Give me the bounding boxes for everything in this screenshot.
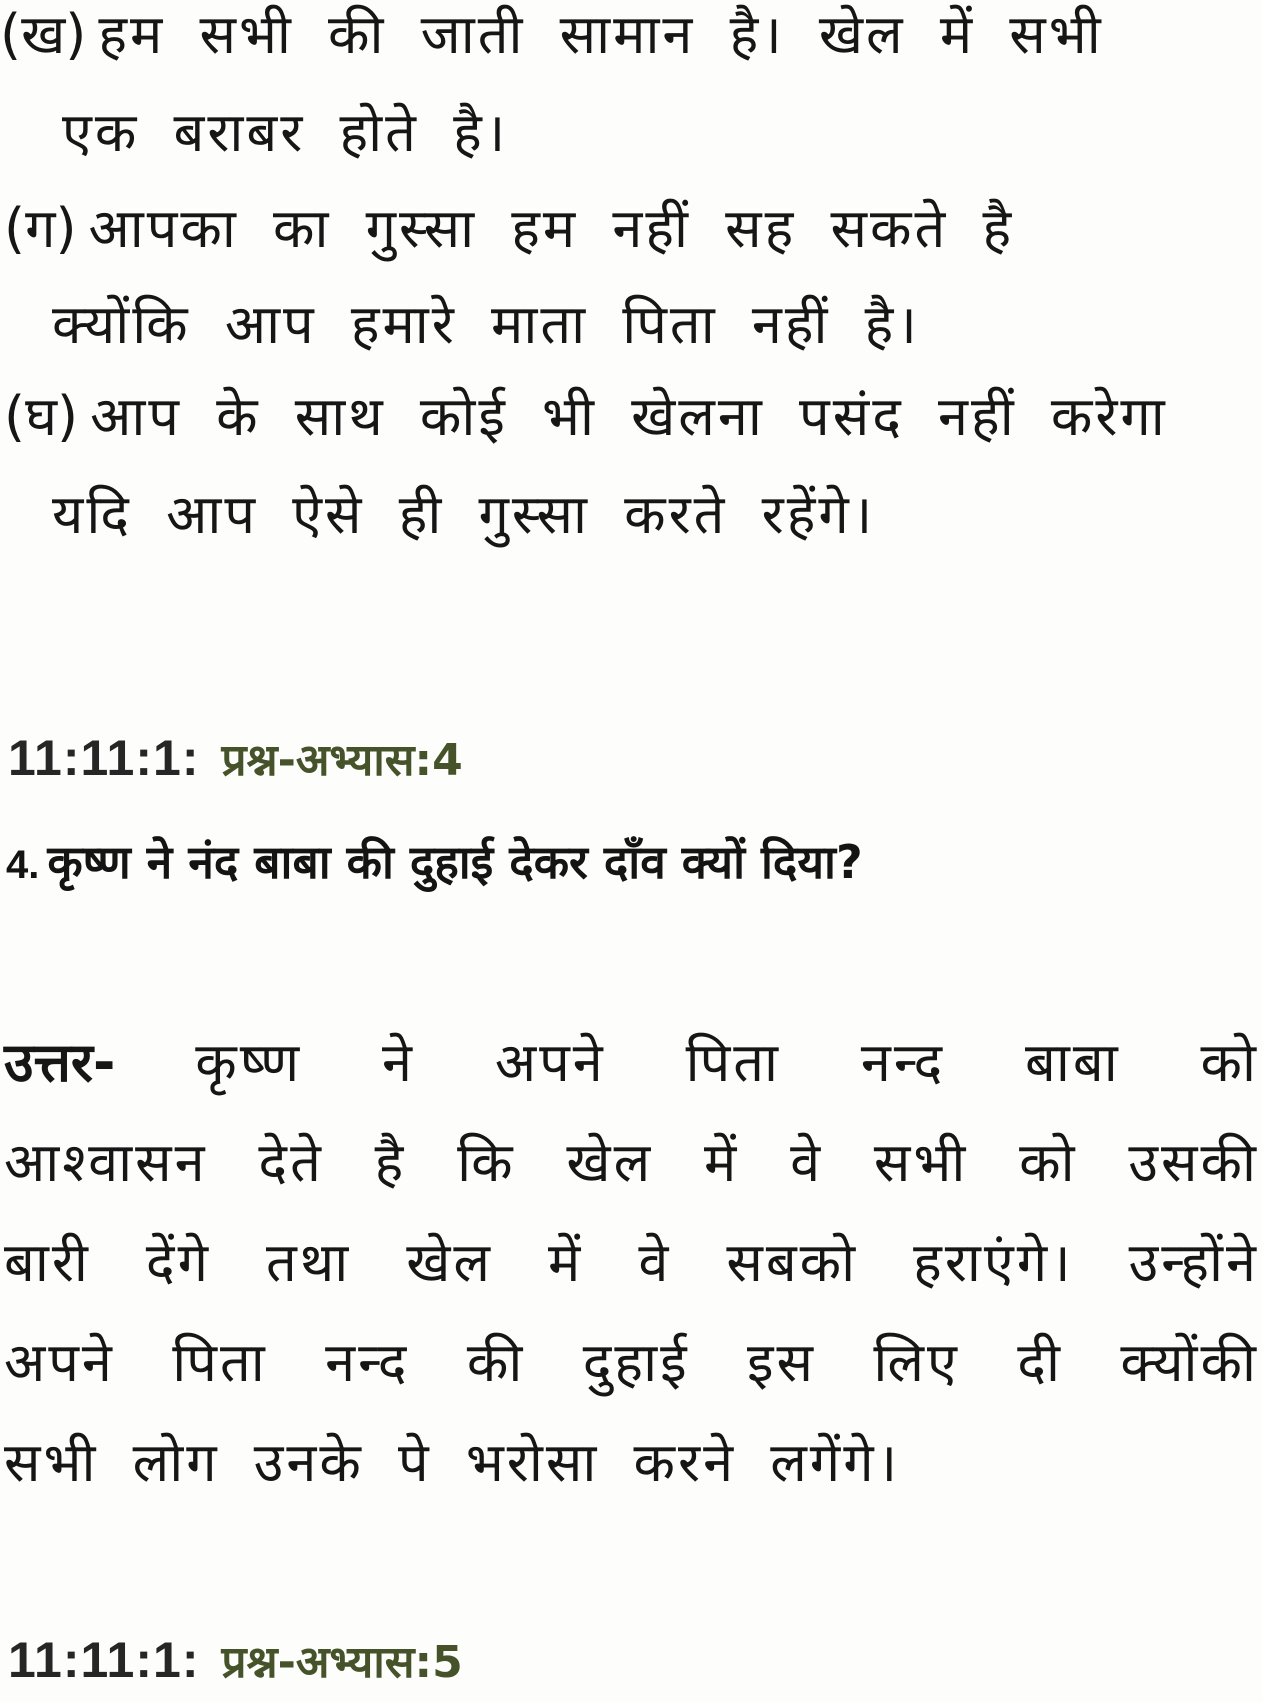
option-kha-line2: एक बराबर होते है। [62,101,509,164]
option-gha-line1 [4,384,1168,450]
answer-line2: आश्वासन देते है कि खेल में वे सभी को उसकी [4,1131,1259,1194]
option-ga-text: आपका का गुस्सा हम नहीं सह सकते है [88,197,1015,260]
answer-label: उत्तर- [4,1031,116,1094]
option-ga-line2: क्योंकि आप हमारे माता पिता नहीं है। [52,293,920,356]
section-code: 11:11:1: [8,730,200,786]
answer-text-1: कृष्ण ने अपने पिता नन्द बाबा को [195,1031,1259,1094]
answer-line5: सभी लोग उनके पे भरोसा करने लगेंगे। [4,1431,901,1494]
section-heading-4 [8,728,463,791]
option-gha-marker: (घ) [4,385,79,448]
section-heading-5 [8,1630,463,1693]
option-kha-marker: (ख) [0,3,87,66]
answer-line1 [4,1030,1259,1096]
section-topic: प्रश्न-अभ्यास:5 [221,1637,463,1688]
option-gha-text: आप के साथ कोई भी खेलना पसंद नहीं करेगा [90,385,1168,448]
option-ga-marker: (ग) [4,197,77,260]
option-kha-line1 [0,2,1104,68]
option-ga-line1 [4,196,1014,262]
option-kha-text: हम सभी की जाती सामान है। खेल में सभी [98,3,1104,66]
answer-line3: बारी देंगे तथा खेल में वे सबको हराएंगे। उन्होंने [4,1231,1259,1294]
question-text: कृष्ण ने नंद बाबा की दुहाई देकर दाँव क्यों दिया? [47,835,863,889]
option-gha-line2: यदि आप ऐसे ही गुस्सा करते रहेंगे। [52,483,876,546]
section-topic: प्रश्न-अभ्यास:4 [221,735,463,786]
answer-line4: अपने पिता नन्द की दुहाई इस लिए दी क्योंकी [4,1331,1259,1394]
section-code: 11:11:1: [8,1632,200,1688]
question-4 [6,832,863,895]
question-number: 4. [6,843,40,887]
